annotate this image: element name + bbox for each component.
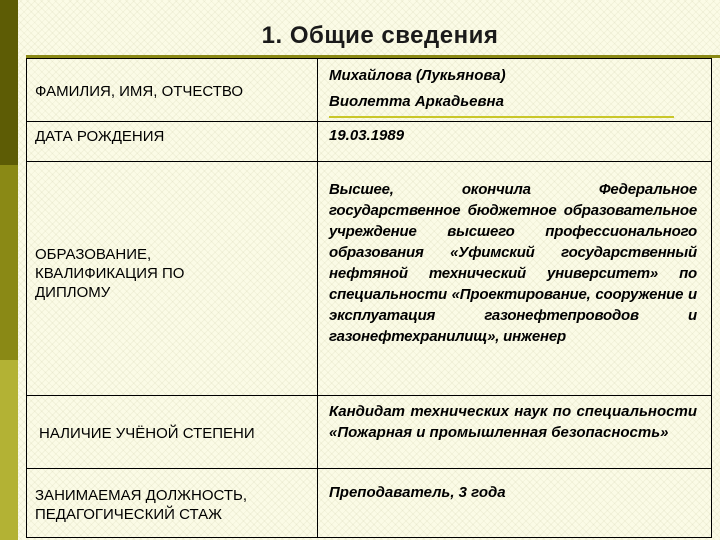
label-position-line: ЗАНИМАЕМАЯ ДОЛЖНОСТЬ, <box>35 487 248 504</box>
side-bar-segment-mid <box>0 165 18 360</box>
slide-title: 1. Общие сведения <box>261 22 499 49</box>
side-accent-bar <box>0 0 18 540</box>
row-divider <box>27 395 711 396</box>
label-position-line: ПЕДАГОГИЧЕСКИЙ СТАЖ <box>35 506 222 523</box>
label-full-name: ФАМИЛИЯ, ИМЯ, ОТЧЕСТВО <box>35 83 244 100</box>
row-divider <box>27 161 711 162</box>
column-divider <box>317 59 318 537</box>
label-education-line: КВАЛИФИКАЦИЯ ПО <box>35 265 185 282</box>
label-birth-date: ДАТА РОЖДЕНИЯ <box>35 128 165 145</box>
side-bar-segment-light <box>0 360 18 540</box>
label-academic-degree: НАЛИЧИЕ УЧЁНОЙ СТЕПЕНИ <box>39 425 255 442</box>
label-education <box>35 245 307 302</box>
value-position-experience: Преподаватель, 3 года <box>329 484 506 501</box>
value-full-name-line: Михайлова (Лукьянова) <box>329 67 506 84</box>
value-education: Высшее, окончила Федеральное государственное бюджетное образовательное учреждение высшего профессионального образования «Уфимский государственный нефтяной технический университет» по специальности «Проектирование, сооружение и эксплуатация газонефтепроводов и газонефтехранилищ», инженер <box>329 181 697 345</box>
label-education-line: ДИПЛОМУ <box>35 284 111 301</box>
value-birth-date: 19.03.1989 <box>329 127 405 144</box>
row-divider <box>27 468 711 469</box>
row-divider <box>27 121 711 122</box>
value-full-name <box>329 65 697 112</box>
info-table <box>26 58 712 538</box>
label-position-experience <box>35 486 307 524</box>
value-academic-degree: Кандидат технических наук по специальности «Пожарная и промышленная безопасность» <box>329 403 697 441</box>
label-education-line: ОБРАЗОВАНИЕ, <box>35 246 152 263</box>
value-full-name-line: Виолетта Аркадьевна <box>329 93 504 110</box>
name-underline <box>329 116 674 118</box>
